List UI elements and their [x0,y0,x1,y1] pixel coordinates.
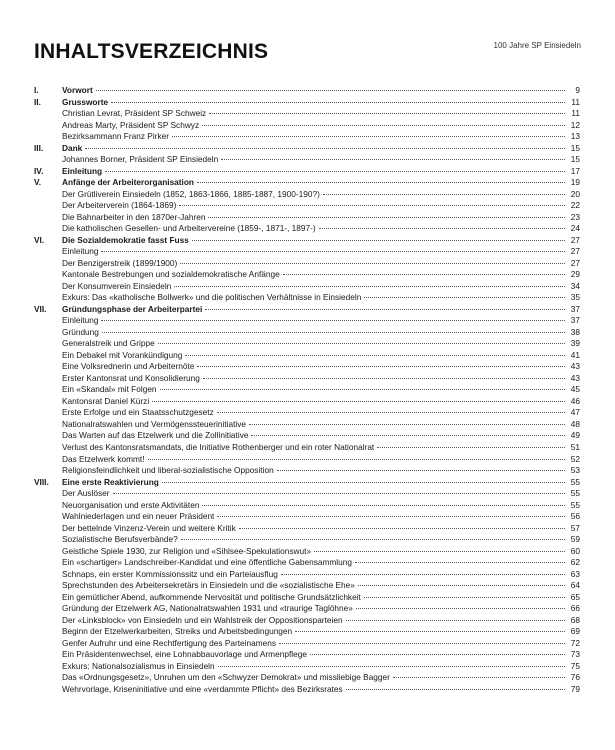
toc-page-number: 60 [570,545,580,556]
toc-chapter-row [34,477,580,489]
toc-dot-leader [323,194,565,195]
toc-section-row [34,465,580,477]
toc-section-row [34,454,580,466]
toc-dot-leader [202,505,565,506]
toc-section-title: Wahlniederlagen und ein neuer Präsident [62,511,215,522]
toc-chapter-title: Dank [62,142,83,153]
toc-dot-leader [101,320,565,321]
toc-section-title: Schnaps, ein erster Kommissionssitz und ein Parteiausflug [62,568,278,579]
toc-dot-leader [208,217,565,218]
toc-section-title: Das Etzelwerk kommt! [62,453,145,464]
toc-dot-leader [221,159,565,160]
toc-section-title: Der bettelnde Vinzenz-Verein und weitere Kritik [62,522,236,533]
toc-section-row [34,557,580,569]
toc-chapter-number: VIII. [34,476,49,487]
toc-dot-leader [346,689,565,690]
toc-dot-leader [185,355,565,356]
toc-dot-leader [319,228,565,229]
toc-section-row [34,258,580,270]
toc-chapter-number: VII. [34,303,47,314]
toc-dot-leader [239,528,565,529]
toc-section-title: Christian Levrat, Präsident SP Schweiz [62,108,207,119]
toc-dot-leader [180,263,565,264]
toc-section-row [34,327,580,339]
toc-page-number: 65 [570,591,580,602]
toc-page-number: 20 [570,188,580,199]
toc-section-title: Exkurs: Nationalsozialismus in Einsiedeln [62,660,215,671]
toc-dot-leader [279,643,565,644]
toc-section-title: Der «Linksblock» von Einsiedeln und ein Wahlstreik der Oppositionsparteien [62,614,343,625]
toc-page-number: 27 [570,234,580,245]
toc-section-row [34,442,580,454]
toc-section-row [34,523,580,535]
toc-section-row [34,684,580,696]
toc-section-row [34,500,580,512]
toc-section-title: Einleitung [62,246,99,257]
toc-section-row [34,638,580,650]
toc-section-title: Der Benzigerstreik (1899/1900) [62,257,178,268]
toc-section-row [34,108,580,120]
toc-dot-leader [96,90,565,91]
toc-dot-leader [217,412,565,413]
toc-page-number: 47 [570,407,580,418]
toc-chapter-number: VI. [34,234,45,245]
toc-page-number: 12 [570,119,580,130]
toc-section-row [34,603,580,615]
toc-dot-leader [158,343,565,344]
toc-section-title: Wehrvorlage, Kriseninitiative und eine «verdammte Pflicht» des Bezirksrates [62,683,343,694]
toc-chapter-title: Einleitung [62,165,103,176]
toc-section-title: Gründung der Etzelwerk AG, Nationalratswahlen 1931 und «traurige Taglöhne» [62,603,353,614]
toc-dot-leader [310,654,565,655]
toc-section-title: Einleitung [62,315,99,326]
table-of-contents [34,85,580,695]
toc-page-number: 63 [570,568,580,579]
toc-section-title: Kantonsrat Daniel Kürzi [62,395,150,406]
toc-dot-leader [162,482,565,483]
toc-section-row [34,419,580,431]
toc-page-number: 37 [570,315,580,326]
toc-section-title: Ein Debakel mit Vorankündigung [62,349,183,360]
toc-dot-leader [192,240,565,241]
toc-page-number: 35 [570,292,580,303]
toc-page-number: 15 [570,154,580,165]
toc-chapter-number: II. [34,96,41,107]
toc-section-title: Das Warten auf das Etzelwerk und die Zollinitiative [62,430,249,441]
toc-section-row [34,189,580,201]
toc-section-title: Das «Ordnungsgesetz», Unruhen um den «Schwyzer Demokrat» und missliebige Bagger [62,672,390,683]
toc-section-row [34,200,580,212]
toc-section-title: Sprechstunden des Arbeitersekretärs in Einsiedeln und die «sozialistische Ehe» [62,580,355,591]
toc-section-title: Die katholischen Gesellen- und Arbeitervereine (1859-, 1871-, 1897-) [62,223,316,234]
toc-dot-leader [160,389,565,390]
toc-page-number: 53 [570,465,580,476]
toc-page-number: 37 [570,303,580,314]
toc-section-title: Ein Präsidentenwechsel, eine Lohnabbauvorlage und Armenpflege [62,649,307,660]
toc-section-title: Bezirksammann Franz Pirker [62,131,169,142]
toc-section-title: Genfer Aufruhr und eine Rechtfertigung des Parteinamens [62,637,277,648]
toc-section-row [34,592,580,604]
toc-section-row [34,373,580,385]
toc-section-title: Johannes Borner, Präsident SP Einsiedeln [62,154,219,165]
toc-page-number: 66 [570,603,580,614]
toc-page-number: 55 [570,499,580,510]
toc-dot-leader [172,136,565,137]
toc-dot-leader [111,102,565,103]
toc-section-title: Religionsfeindlichkeit und liberal-sozialistische Opposition [62,465,274,476]
toc-dot-leader [152,401,565,402]
toc-section-row [34,615,580,627]
toc-dot-leader [217,516,565,517]
toc-chapter-title: Anfänge der Arbeiterorganisation [62,177,195,188]
toc-page-number: 39 [570,338,580,349]
toc-chapter-row [34,235,580,247]
toc-section-title: Der Konsumverein Einsiedeln [62,280,172,291]
toc-chapter-row [34,304,580,316]
toc-section-title: Kantonale Bestrebungen und sozialdemokratische Anfänge [62,269,280,280]
toc-page-number: 55 [570,488,580,499]
toc-section-row [34,626,580,638]
toc-dot-leader [358,585,565,586]
toc-dot-leader [102,332,565,333]
toc-chapter-row [34,177,580,189]
toc-chapter-title: Vorwort [62,85,93,95]
toc-dot-leader [197,366,565,367]
toc-page-number: 23 [570,211,580,222]
toc-section-title: Eine Volksrednerin und Arbeiternöte [62,361,195,372]
toc-chapter-number: IV. [34,165,44,176]
toc-dot-leader [393,677,565,678]
toc-chapter-title: Grussworte [62,96,109,107]
toc-page-number: 9 [575,85,580,95]
toc-dot-leader [205,309,565,310]
toc-page-number: 15 [570,142,580,153]
toc-page-number: 11 [571,96,580,107]
toc-section-title: Sozialistische Berufsverbände? [62,534,178,545]
toc-page-number: 64 [570,580,580,591]
toc-page-number: 27 [570,246,580,257]
toc-page-number: 41 [570,349,580,360]
toc-section-title: Der Arbeiterverein (1864-1869) [62,200,177,211]
toc-page-number: 76 [570,672,580,683]
toc-section-title: Der Auslöser [62,488,110,499]
toc-section-row [34,534,580,546]
toc-dot-leader [295,631,565,632]
toc-dot-leader [101,251,565,252]
toc-page-number: 22 [570,200,580,211]
toc-page-number: 34 [570,280,580,291]
toc-dot-leader [218,666,565,667]
toc-section-title: Ein «schartiger» Landschreiber-Kandidat und eine öffentliche Gabensammlung [62,557,352,568]
toc-dot-leader [377,447,565,448]
toc-section-row [34,511,580,523]
toc-page-number: 48 [570,418,580,429]
toc-page-number: 51 [570,441,580,452]
toc-section-title: Gründung [62,326,99,337]
toc-chapter-number: V. [34,177,42,188]
toc-section-row [34,212,580,224]
toc-section-row [34,281,580,293]
toc-section-row [34,649,580,661]
toc-section-title: Erster Kantonsrat und Konsolidierung [62,372,200,383]
toc-section-title: Exkurs: Das «katholische Bollwerk» und die politischen Verhältnisse in Einsiedeln [62,292,362,303]
toc-chapter-row [34,85,580,97]
toc-section-title: Andreas Marty, Präsident SP Schwyz [62,119,200,130]
toc-page-number: 56 [570,511,580,522]
toc-page-number: 52 [570,453,580,464]
toc-section-row [34,580,580,592]
toc-page-number: 75 [570,660,580,671]
toc-chapter-number: I. [34,85,39,95]
toc-dot-leader [181,539,565,540]
toc-dot-leader [346,620,565,621]
toc-page-number: 38 [570,326,580,337]
toc-section-row [34,384,580,396]
toc-section-title: Neuorganisation und erste Aktivitäten [62,499,200,510]
toc-chapter-row [34,97,580,109]
toc-page-number: 59 [570,534,580,545]
toc-page-number: 55 [570,476,580,487]
toc-section-title: Nationalratswahlen und Vermögenssteuerinitiative [62,418,247,429]
toc-page-number: 19 [570,177,580,188]
toc-dot-leader [364,297,565,298]
toc-dot-leader [355,562,565,563]
running-header: 100 Jahre SP Einsiedeln [493,41,581,50]
toc-page-number: 62 [570,557,580,568]
toc-dot-leader [251,435,565,436]
toc-page-number: 29 [570,269,580,280]
toc-section-title: Ein gemütlicher Abend, aufkommende Nervosität und politische Grundsätzlichkeit [62,591,361,602]
toc-dot-leader [202,125,565,126]
toc-section-row [34,488,580,500]
toc-page-number: 11 [571,108,580,119]
toc-page-number: 45 [570,384,580,395]
toc-section-row [34,672,580,684]
toc-section-row [34,361,580,373]
toc-section-row [34,223,580,235]
toc-dot-leader [105,171,565,172]
toc-section-title: Generalstreik und Grippe [62,338,155,349]
toc-section-row [34,269,580,281]
toc-dot-leader [314,551,565,552]
toc-page-number: 43 [570,361,580,372]
toc-section-title: Ein «Skandal» mit Folgen [62,384,157,395]
toc-chapter-title: Gründungsphase der Arbeiterpartei [62,303,203,314]
toc-section-row [34,546,580,558]
toc-section-row [34,430,580,442]
toc-dot-leader [249,424,565,425]
toc-section-row [34,292,580,304]
toc-section-row [34,338,580,350]
toc-dot-leader [113,493,566,494]
toc-page-number: 79 [570,683,580,694]
toc-dot-leader [283,274,565,275]
toc-page-number: 17 [570,165,580,176]
toc-page-number: 13 [570,131,580,142]
toc-page-number: 68 [570,614,580,625]
toc-page-number: 43 [570,372,580,383]
toc-chapter-row [34,166,580,178]
toc-chapter-row [34,143,580,155]
toc-chapter-title: Eine erste Reaktivierung [62,476,159,487]
toc-section-title: Geistliche Spiele 1930, zur Religion und «Sihlsee-Spekulationswut» [62,545,312,556]
toc-dot-leader [148,459,565,460]
toc-page-number: 72 [570,637,580,648]
toc-page-number: 57 [570,522,580,533]
toc-section-title: Die Bahnarbeiter in den 1870er-Jahren [62,211,206,222]
toc-dot-leader [203,378,565,379]
toc-section-row [34,396,580,408]
toc-chapter-title: Die Sozialdemokratie fasst Fuss [62,234,189,245]
toc-section-row [34,350,580,362]
toc-page-number: 49 [570,430,580,441]
toc-section-row [34,246,580,258]
toc-dot-leader [197,182,565,183]
toc-dot-leader [209,113,565,114]
toc-section-row [34,407,580,419]
toc-section-row [34,131,580,143]
toc-section-title: Verlust des Kantonsratsmandats, die Initiative Rothenberger und ein roter Nationalrat [62,441,375,452]
toc-section-row [34,154,580,166]
toc-page-number: 69 [570,626,580,637]
toc-dot-leader [364,597,565,598]
toc-section-row [34,120,580,132]
toc-dot-leader [281,574,565,575]
toc-dot-leader [356,608,565,609]
toc-chapter-number: III. [34,142,44,153]
toc-page-number: 27 [570,257,580,268]
toc-dot-leader [174,286,565,287]
toc-dot-leader [85,148,565,149]
toc-section-title: Beginn der Etzelwerkarbeiten, Streiks und Arbeitsbedingungen [62,626,293,637]
toc-page-number: 46 [570,395,580,406]
toc-section-title: Erste Erfolge und ein Staatsschutzgesetz [62,407,214,418]
toc-section-row [34,315,580,327]
page-title: INHALTSVERZEICHNIS [34,40,269,63]
toc-dot-leader [277,470,565,471]
toc-dot-leader [179,205,565,206]
toc-section-row [34,569,580,581]
toc-page-number: 73 [570,649,580,660]
toc-section-row [34,661,580,673]
toc-section-title: Der Grütliverein Einsiedeln (1852, 1863-1866, 1885-1887, 1900-190?) [62,188,320,199]
toc-page-number: 24 [570,223,580,234]
